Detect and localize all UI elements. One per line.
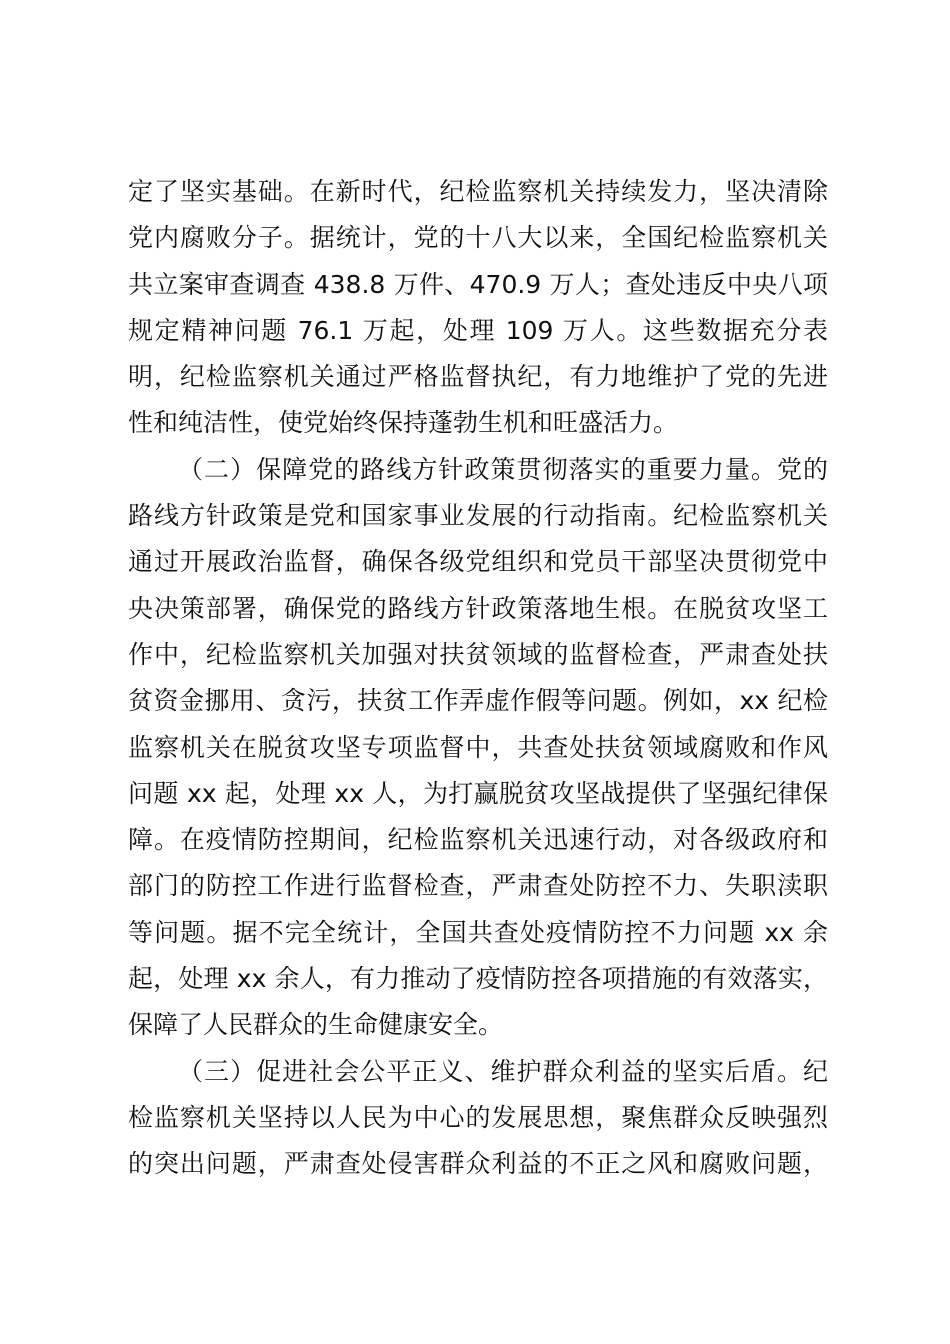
text-line: 党内腐败分子。据统计，党的十八大以来，全国纪检监察机关 bbox=[128, 223, 828, 253]
text-line: 定了坚实基础。在新时代，纪检监察机关持续发力，坚决清除 bbox=[128, 177, 828, 206]
text-line: 规定精神问题 76.1 万起，处理 109 万人。这些数据充分表 bbox=[128, 315, 828, 345]
text-line: 障。在疫情防控期间，纪检监察机关迅速行动，对各级政府和 bbox=[128, 825, 828, 855]
text-line: 起，处理 xx 余人，有力推动了疫情防控各项措施的有效落实， bbox=[128, 964, 828, 994]
text-line: 部门的防控工作进行监督检查，严肃查处防控不力、失职渎职 bbox=[128, 871, 828, 901]
text-line: 等问题。据不完全统计，全国共查处疫情防控不力问题 xx 余 bbox=[128, 917, 828, 947]
text-line: 央决策部署，确保党的路线方针政策落地生根。在脱贫攻坚工 bbox=[128, 593, 828, 623]
text-line: 通过开展政治监督，确保各级党组织和党员干部坚决贯彻党中 bbox=[128, 547, 828, 577]
section-heading-line: （三）促进社会公平正义、维护群众利益的坚实后盾。纪 bbox=[178, 1056, 828, 1086]
text-line: 共立案审查调查 438.8 万件、470.9 万人；查处违反中央八项 bbox=[128, 269, 828, 299]
text-line: 的突出问题，严肃查处侵害群众利益的不正之风和腐败问题， bbox=[128, 1149, 828, 1179]
text-line: 路线方针政策是党和国家事业发展的行动指南。纪检监察机关 bbox=[128, 501, 828, 531]
text-line: 贫资金挪用、贪污，扶贫工作弄虚作假等问题。例如，xx 纪检 bbox=[128, 686, 828, 716]
text-line: 监察机关在脱贫攻坚专项监督中，共查处扶贫领域腐败和作风 bbox=[128, 732, 828, 762]
section-heading-line: （二）保障党的路线方针政策贯彻落实的重要力量。党的 bbox=[178, 454, 828, 484]
text-line: 性和纯洁性，使党始终保持蓬勃生机和旺盛活力。 bbox=[128, 408, 679, 438]
text-line: 检监察机关坚持以人民为中心的发展思想，聚焦群众反映强烈 bbox=[128, 1102, 828, 1132]
body-text bbox=[128, 169, 828, 1188]
text-line: 作中，纪检监察机关加强对扶贫领域的监督检查，严肃查处扶 bbox=[128, 639, 828, 669]
text-line: 问题 xx 起，处理 xx 人，为打赢脱贫攻坚战提供了坚强纪律保 bbox=[128, 778, 828, 808]
text-line: 明，纪检监察机关通过严格监督执纪，有力地维护了党的先进 bbox=[128, 362, 828, 392]
text-line: 保障了人民群众的生命健康安全。 bbox=[128, 1010, 504, 1040]
